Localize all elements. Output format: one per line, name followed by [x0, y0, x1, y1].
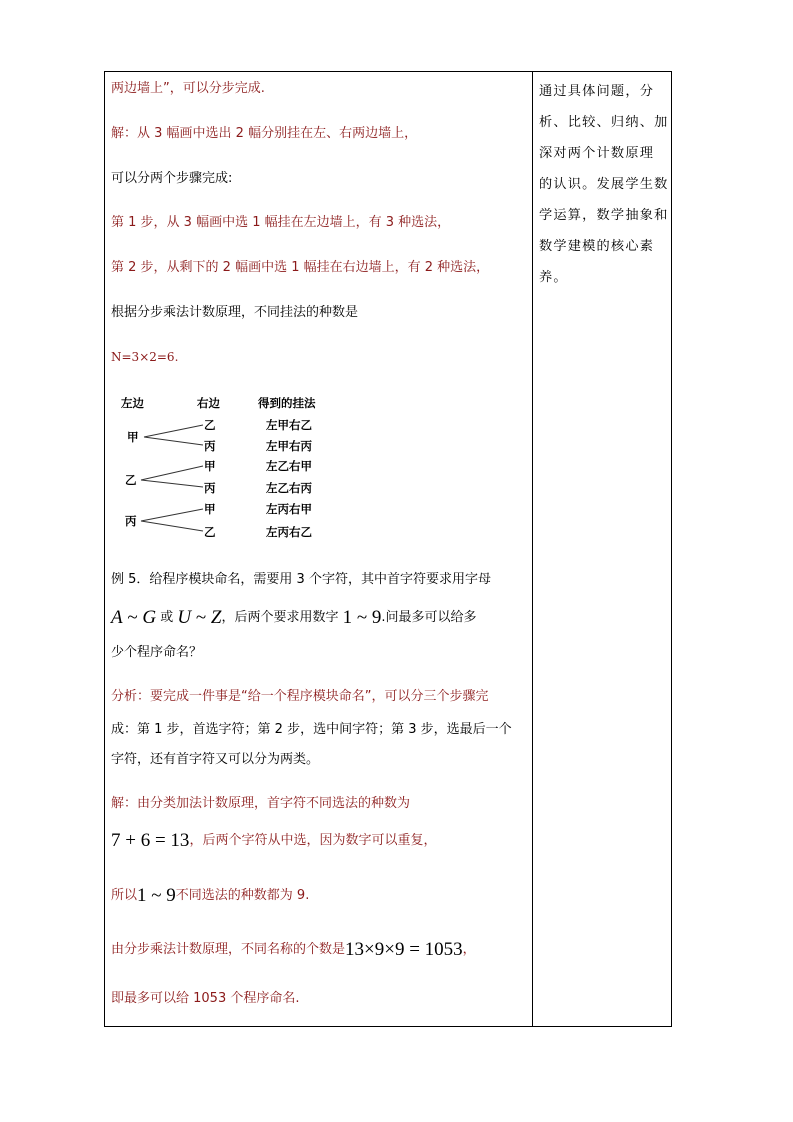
tree-root: 乙 [125, 473, 137, 487]
tree-result: 左丙右甲 [266, 502, 312, 516]
math-expression: U ~ Z [177, 607, 222, 628]
solution-line [111, 938, 476, 962]
text-span: 由分步乘法计数原理，不同名称的个数是 [111, 942, 346, 957]
solution-line [111, 884, 309, 908]
example5-line: 例 5．给程序模块命名，需要用 3 个字符，其中首字符要求用字母 [111, 572, 491, 587]
math-expression: A ~ G [111, 607, 157, 628]
tree-result: 左甲右丙 [266, 439, 312, 453]
text-span: ， [462, 942, 476, 957]
text-span: 所以 [111, 888, 138, 903]
column-divider [532, 71, 533, 1027]
analysis-line: 成：第 1 步，首选字符；第 2 步，选中间字符；第 3 步，选最后一个 [111, 722, 512, 737]
text-line: N=3×2=6. [111, 350, 179, 364]
analysis-line: 分析：要完成一件事是“给一个程序模块命名”，可以分三个步骤完 [111, 689, 489, 704]
math-expression: 1 ~ 9 [342, 607, 382, 628]
right-text-line: 深对两个计数原理 [539, 146, 655, 161]
text-span: ，后两个字符从中选，因为数字可以重复， [189, 833, 437, 848]
solution-line: 解：由分类加法计数原理，首字符不同选法的种数为 [111, 796, 411, 811]
example5-line [111, 606, 477, 630]
solution-line [111, 829, 436, 853]
header-result: 得到的挂法 [258, 396, 316, 410]
text-line: 解：从 3 幅画中选出 2 幅分别挂在左、右两边墙上， [111, 126, 418, 141]
text-line: 第 2 步，从剩下的 2 幅画中选 1 幅挂在右边墙上，有 2 种选法， [111, 260, 490, 275]
text-span: .问最多可以给多 [381, 610, 477, 625]
tree-result: 左丙右乙 [266, 525, 312, 539]
math-expression: 1 ~ 9 [137, 885, 176, 906]
right-text-line: 析、比较、归纳、加 [539, 115, 669, 130]
tree-branch: 丙 [204, 481, 216, 495]
math-expression: 7 + 6 = 13 [111, 830, 190, 851]
tree-lines [113, 392, 353, 542]
text-line: 两边墙上”，可以分步完成. [111, 81, 265, 96]
math-expression: 13×9×9 = 1053 [345, 939, 463, 960]
tree-result: 左甲右乙 [266, 418, 312, 432]
tree-root: 甲 [127, 430, 139, 444]
example5-line: 少个程序命名？ [111, 645, 203, 660]
tree-diagram [113, 392, 353, 542]
right-cell [539, 76, 667, 293]
tree-result: 左乙右丙 [266, 481, 312, 495]
text-line: 第 1 步，从 3 幅画中选 1 幅挂在左边墙上，有 3 种选法， [111, 215, 451, 230]
tree-branch: 甲 [204, 502, 216, 516]
solution-line: 即最多可以给 1053 个程序命名. [111, 991, 300, 1006]
tree-branch: 丙 [204, 439, 216, 453]
right-text-line: 通过具体问题，分 [539, 84, 655, 99]
tree-branch: 乙 [204, 418, 216, 432]
header-left: 左边 [121, 396, 144, 410]
text-span: 不同选法的种数都为 9. [175, 888, 310, 903]
right-text-line: 的认识。发展学生数 [539, 177, 669, 192]
text-line: 根据分步乘法计数原理，不同挂法的种数是 [111, 305, 359, 320]
right-text-line: 数学建模的核心素 [539, 239, 655, 254]
text-span: 或 [156, 610, 178, 625]
right-text-line: 养。 [539, 270, 568, 285]
tree-root: 丙 [125, 514, 137, 528]
tree-result: 左乙右甲 [266, 459, 312, 473]
right-text-line: 学运算，数学抽象和 [539, 208, 669, 223]
text-line: 可以分两个步骤完成: [111, 171, 233, 186]
header-right: 右边 [197, 396, 220, 410]
tree-branch: 甲 [204, 459, 216, 473]
tree-branch: 乙 [204, 525, 216, 539]
analysis-line: 字符，还有首字符又可以分为两类。 [111, 752, 320, 767]
text-span: ，后两个要求用数字 [221, 610, 343, 625]
